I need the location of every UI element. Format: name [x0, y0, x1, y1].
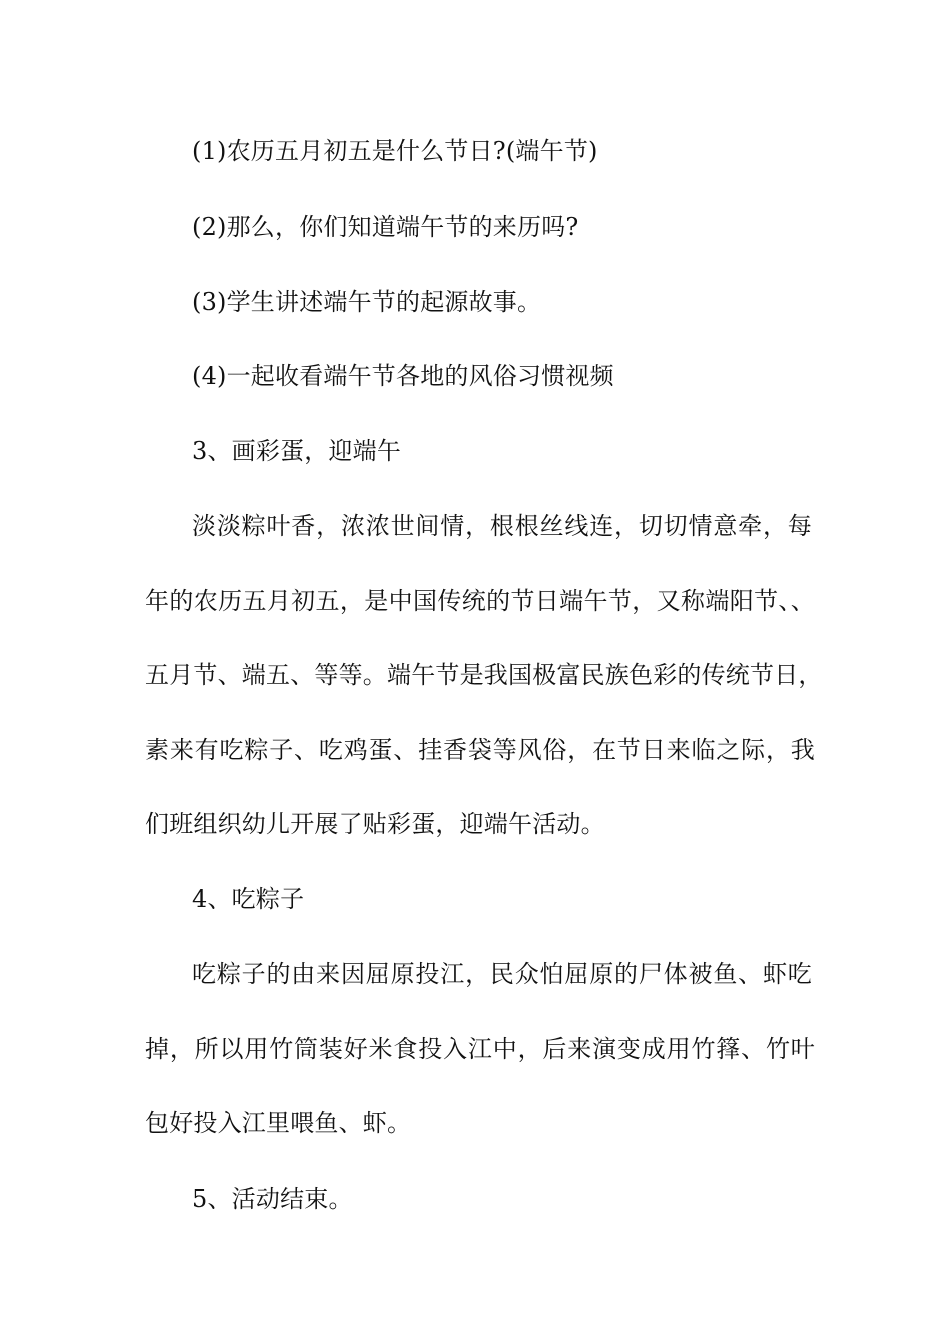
question-line-2: (2)那么，你们知道端午节的来历吗? [192, 213, 579, 241]
paragraph-1-line-4: 素来有吃粽子、吃鸡蛋、挂香袋等风俗，在节日来临之际，我 [145, 736, 815, 764]
question-line-3: (3)学生讲述端午节的起源故事。 [192, 288, 542, 316]
question-line-4: (4)一起收看端午节各地的风俗习惯视频 [192, 362, 614, 390]
question-line-1: (1)农历五月初五是什么节日?(端午节) [192, 137, 598, 165]
paragraph-1-line-1: 淡淡粽叶香，浓浓世间情，根根丝线连，切切情意牵，每 [192, 512, 812, 540]
section-heading-3: 3、画彩蛋，迎端午 [192, 437, 402, 465]
paragraph-1-line-5: 们班组织幼儿开展了贴彩蛋，迎端午活动。 [145, 810, 605, 838]
paragraph-1-line-3: 五月节、端五、等等。端午节是我国极富民族色彩的传统节日， [145, 661, 823, 689]
paragraph-2-line-1: 吃粽子的由来因屈原投江，民众怕屈原的尸体被鱼、虾吃 [192, 960, 812, 988]
paragraph-1-line-2: 年的农历五月初五，是中国传统的节日端午节，又称端阳节、、 [145, 587, 815, 615]
section-heading-4: 4、吃粽子 [192, 885, 305, 913]
paragraph-2-line-3: 包好投入江里喂鱼、虾。 [145, 1109, 412, 1137]
section-heading-5: 5、活动结束。 [192, 1185, 353, 1213]
paragraph-2-line-2: 掉，所以用竹筒装好米食投入江中，后来演变成用竹箨、竹叶 [145, 1035, 815, 1063]
